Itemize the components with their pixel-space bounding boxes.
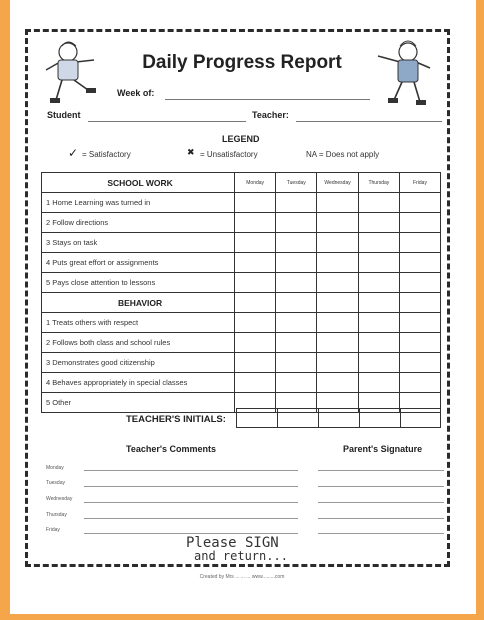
grade-cell[interactable] xyxy=(235,193,276,213)
grade-cell[interactable] xyxy=(276,273,317,293)
table-row xyxy=(42,233,441,253)
school-work-header-row xyxy=(42,173,441,193)
day-header: Wednesday xyxy=(317,173,358,193)
comment-line[interactable] xyxy=(84,533,298,534)
behavior-item: 1 Treats others with respect xyxy=(42,313,235,333)
legend-unsatisfactory: = Unsatisfactory xyxy=(200,150,258,159)
comment-line[interactable] xyxy=(84,486,298,487)
signature-title: Parent's Signature xyxy=(343,444,423,454)
grade-cell[interactable] xyxy=(358,273,399,293)
grade-cell[interactable] xyxy=(317,353,358,373)
check-icon: ✓ xyxy=(68,146,79,160)
grade-cell[interactable] xyxy=(276,233,317,253)
table-row xyxy=(42,193,441,213)
grade-cell[interactable] xyxy=(276,253,317,273)
grade-cell[interactable] xyxy=(235,233,276,253)
behavior-item: 2 Follows both class and school rules xyxy=(42,333,235,353)
grade-cell[interactable] xyxy=(276,373,317,393)
grade-cell[interactable] xyxy=(400,313,441,333)
x-icon: ✖ xyxy=(187,147,195,157)
behavior-item: 5 Other xyxy=(42,393,235,413)
comment-line[interactable] xyxy=(84,470,298,471)
grade-cell[interactable] xyxy=(400,373,441,393)
behavior-header: BEHAVIOR xyxy=(42,293,235,313)
comment-day-label: Wednesday xyxy=(46,496,73,502)
footer-credit: Created by Mrs ... ... ... www.........com xyxy=(199,574,285,580)
student-field[interactable] xyxy=(88,121,246,122)
grade-cell[interactable] xyxy=(400,273,441,293)
school-work-item: 3 Stays on task xyxy=(42,233,235,253)
grade-cell[interactable] xyxy=(276,213,317,233)
grade-cell[interactable] xyxy=(358,253,399,273)
week-label: Week of: xyxy=(117,88,155,98)
school-work-item: 2 Follow directions xyxy=(42,213,235,233)
grade-cell[interactable] xyxy=(317,253,358,273)
legend-na: NA = Does not apply xyxy=(306,150,380,159)
grade-cell[interactable] xyxy=(235,213,276,233)
grade-cell[interactable] xyxy=(400,233,441,253)
table-row xyxy=(42,213,441,233)
grade-cell[interactable] xyxy=(235,353,276,373)
sign-note-line1: Please SIGN xyxy=(186,535,279,551)
week-field[interactable] xyxy=(165,99,370,100)
initials-row xyxy=(236,408,441,428)
comment-day-label: Thursday xyxy=(46,512,67,518)
comment-line[interactable] xyxy=(84,518,298,519)
signature-line[interactable] xyxy=(318,518,444,519)
school-work-item: 5 Pays close attention to lessons xyxy=(42,273,235,293)
grade-cell[interactable] xyxy=(317,333,358,353)
day-header: Friday xyxy=(400,173,441,193)
grade-cell[interactable] xyxy=(276,333,317,353)
grade-cell[interactable] xyxy=(317,233,358,253)
grade-cell[interactable] xyxy=(400,193,441,213)
grade-cell[interactable] xyxy=(358,373,399,393)
comment-line[interactable] xyxy=(84,502,298,503)
grade-cell[interactable] xyxy=(235,273,276,293)
table-row xyxy=(42,373,441,393)
table-row xyxy=(42,313,441,333)
day-header: Monday xyxy=(235,173,276,193)
teacher-label: Teacher: xyxy=(252,110,289,120)
grade-cell[interactable] xyxy=(317,273,358,293)
table-row xyxy=(42,333,441,353)
grade-cell[interactable] xyxy=(317,213,358,233)
behavior-item: 4 Behaves appropriately in special classes xyxy=(42,373,235,393)
legend-title: LEGEND xyxy=(222,134,260,144)
grade-cell[interactable] xyxy=(276,353,317,373)
grade-cell[interactable] xyxy=(235,333,276,353)
progress-table xyxy=(41,172,441,413)
signature-line[interactable] xyxy=(318,533,444,534)
grade-cell[interactable] xyxy=(235,313,276,333)
day-header: Tuesday xyxy=(276,173,317,193)
grade-cell[interactable] xyxy=(358,233,399,253)
initials-label: TEACHER'S INITIALS: xyxy=(126,414,226,425)
grade-cell[interactable] xyxy=(358,353,399,373)
table-row xyxy=(42,353,441,373)
comment-day-label: Monday xyxy=(46,465,64,471)
grade-cell[interactable] xyxy=(317,373,358,393)
comments-title: Teacher's Comments xyxy=(126,444,217,454)
school-work-item: 4 Puts great effort or assignments xyxy=(42,253,235,273)
school-work-header: SCHOOL WORK xyxy=(42,173,235,193)
grade-cell[interactable] xyxy=(276,193,317,213)
school-work-item: 1 Home Learning was turned in xyxy=(42,193,235,213)
grade-cell[interactable] xyxy=(235,253,276,273)
grade-cell[interactable] xyxy=(400,253,441,273)
sign-note-line2: and return... xyxy=(194,549,288,563)
teacher-field[interactable] xyxy=(296,121,442,122)
table-row xyxy=(42,273,441,293)
grade-cell[interactable] xyxy=(400,213,441,233)
behavior-header-row xyxy=(42,293,441,313)
behavior-item: 3 Demonstrates good citizenship xyxy=(42,353,235,373)
grade-cell[interactable] xyxy=(317,193,358,213)
grade-cell[interactable] xyxy=(317,313,358,333)
grade-cell[interactable] xyxy=(235,373,276,393)
day-header: Thursday xyxy=(358,173,399,193)
student-label: Student xyxy=(47,110,81,120)
page-title: Daily Progress Report xyxy=(142,52,342,73)
grade-cell[interactable] xyxy=(276,313,317,333)
grade-cell[interactable] xyxy=(400,353,441,373)
grade-cell[interactable] xyxy=(400,333,441,353)
grade-cell[interactable] xyxy=(358,313,399,333)
grade-cell[interactable] xyxy=(358,213,399,233)
signature-line[interactable] xyxy=(318,502,444,503)
table-row xyxy=(42,253,441,273)
signature-line[interactable] xyxy=(318,470,444,471)
comment-day-label: Tuesday xyxy=(46,480,65,486)
comment-day-label: Friday xyxy=(46,527,60,533)
signature-line[interactable] xyxy=(318,486,444,487)
legend-satisfactory: = Satisfactory xyxy=(82,150,131,159)
grade-cell[interactable] xyxy=(358,193,399,213)
grade-cell[interactable] xyxy=(358,333,399,353)
